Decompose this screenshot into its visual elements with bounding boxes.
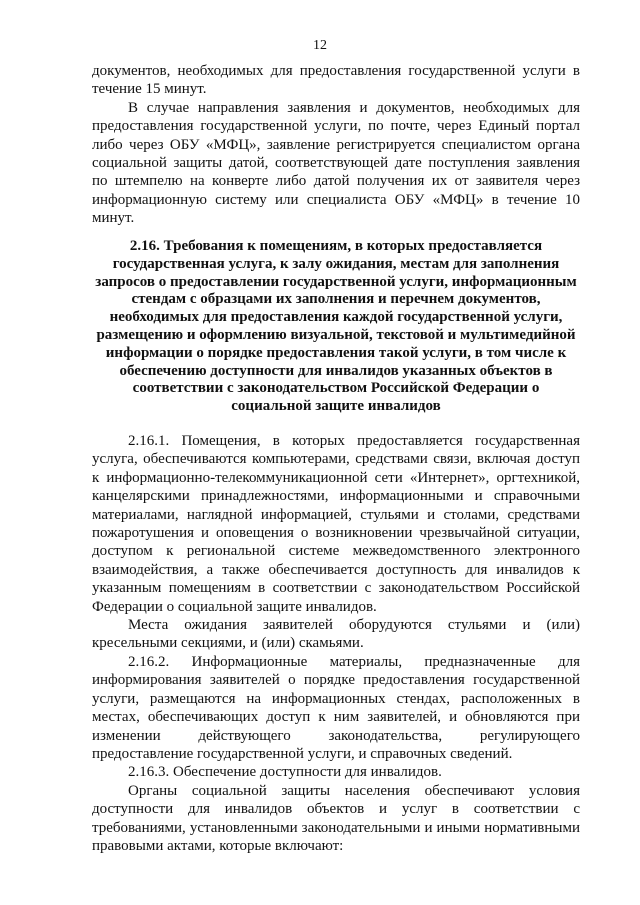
intro-text-block	[92, 62, 580, 228]
paragraph-2-16-1: 2.16.1. Помещения, в которых предоставляется государственная услуга, обеспечиваются компьютерами, средствами связи, включая доступ к информационно-телекоммуникационной сети «Интернет», оргтехникой, канцелярскими принадлежностями, информационными и справочными материалами, наглядной информацией, стульями и столами, средствами пожаротушения и оповещения о возникновении чрезвычайной ситуации, доступом к региональной системе межведомственного электронного взаимодействия, а также обеспечивается доступность для инвалидов к указанным помещениям в соответствии с законодательством Российской Федерации о социальной защите инвалидов.	[92, 433, 580, 615]
paragraph-2-16-3: 2.16.3. Обеспечение доступности для инвалидов.	[128, 764, 442, 781]
paragraph-mail-registration: В случае направления заявления и документов, необходимых для предоставления государственной услуги, по почте, через Единый портал либо через ОБУ «МФЦ», заявление регистрируется специалистом органа социальной защиты датой, соответствующей дате поступления заявления по штемпелю на конверте либо датой получения их от заявителя через информационную систему или специалиста ОБУ «МФЦ» в течение 10 минут.	[92, 99, 580, 227]
section-body-text-block	[92, 432, 580, 855]
paragraph-waiting-places: Места ожидания заявителей оборудуются стульями и (или) кресельными секциями, и (или) скамьями.	[92, 617, 580, 652]
paragraph-2-16-2: 2.16.2. Информационные материалы, предназначенные для информирования заявителей о порядке предоставления государственной услуги, размещаются на информационных стендах, расположенных в местах, обеспечивающих доступ к ним заявителей, и обновляются при изменении действующего законодательства, регулирующего предоставление государственной услуги, и справочных сведений.	[92, 653, 580, 762]
paragraph-continuation: документов, необходимых для предоставления государственной услуги в течение 15 минут.	[92, 63, 580, 98]
section-heading-2-16: 2.16. Требования к помещениям, в которых предоставляется государственная услуга, к залу ожидания, местам для заполнения запросов о предоставлении государственной услуги, информационным стендам с образцами их заполнения и перечнем документов, необходимых для предоставления каждой государственной услуги, размещению и оформлению визуальной, текстовой и мультимедийной информации о порядке предоставления такой услуги, в том числе к обеспечению доступности для инвалидов указанных объектов в соответствии с законодательством Российской Федерации о социальной защите инвалидов	[95, 238, 577, 415]
page-number: 12	[313, 38, 327, 53]
paragraph-accessibility-conditions: Органы социальной защиты населения обеспечивают условия доступности для инвалидов объектов и услуг в соответствии с требованиями, установленными законодательными и иными нормативными правовыми актами, которые включают:	[92, 782, 580, 854]
